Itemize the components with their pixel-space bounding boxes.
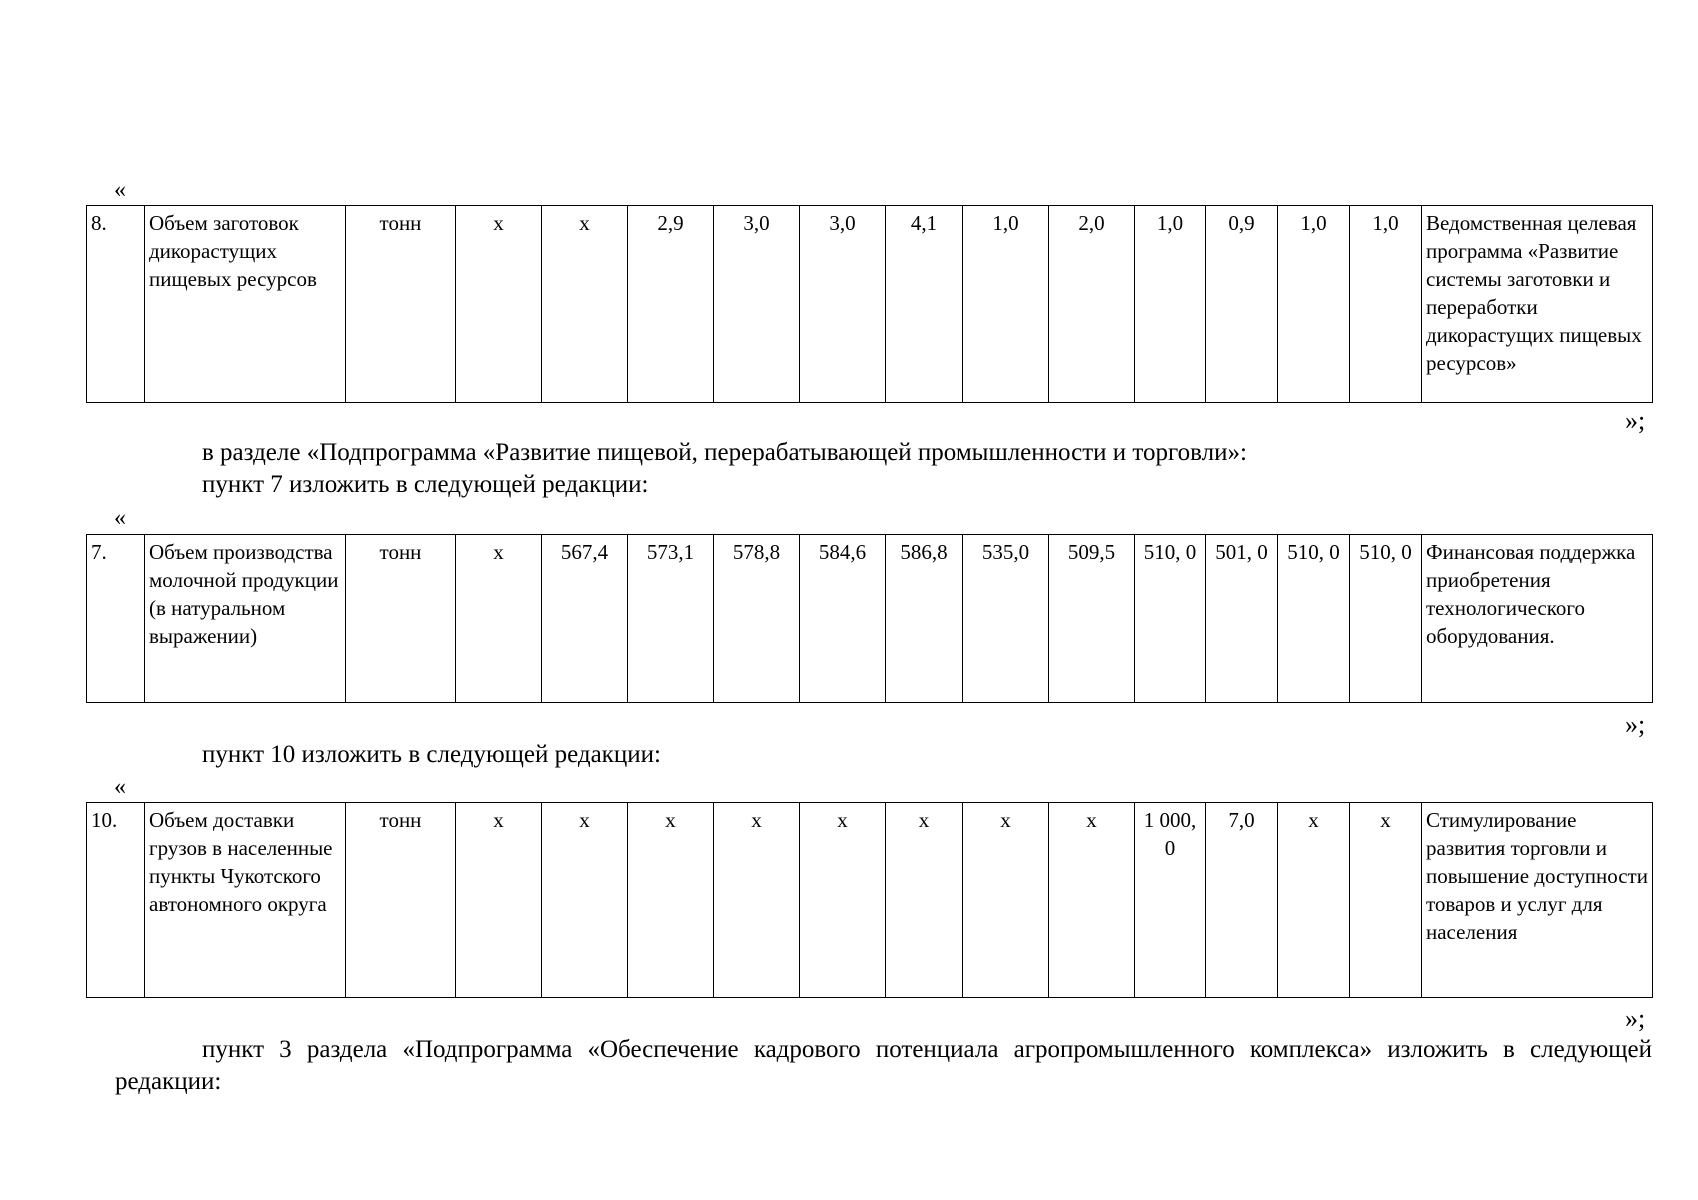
- unit-cell: тонн: [346, 206, 456, 403]
- instruction-paragraph: пункт 10 изложить в следующей редакции:: [202, 741, 661, 768]
- value-cell: 510, 0: [1135, 535, 1206, 703]
- indicator-name: Объем производства молочной продукции (в натуральном выражении): [145, 535, 346, 703]
- closing-quote: »;: [1625, 1004, 1646, 1033]
- value-cell: 3,0: [714, 206, 800, 403]
- value-cell: х: [456, 803, 542, 998]
- value-cell: 510, 0: [1278, 535, 1350, 703]
- value-cell: 1 000, 0: [1135, 803, 1206, 998]
- indicator-name: Объем заготовок дикорастущих пищевых ресурсов: [145, 206, 346, 403]
- value-cell: 501, 0: [1206, 535, 1278, 703]
- value-cell: 578,8: [714, 535, 800, 703]
- value-cell: 584,6: [800, 535, 886, 703]
- value-cell: 586,8: [886, 535, 963, 703]
- indicator-table-item-8: [86, 205, 1653, 403]
- row-number: 8.: [87, 206, 145, 403]
- value-cell: 567,4: [542, 535, 628, 703]
- value-cell: 2,9: [628, 206, 714, 403]
- value-cell: х: [886, 803, 963, 998]
- value-cell: х: [456, 535, 542, 703]
- value-cell: х: [628, 803, 714, 998]
- opening-quote: «: [114, 505, 126, 531]
- value-cell: 1,0: [1135, 206, 1206, 403]
- indicator-table-item-7: [86, 534, 1653, 703]
- value-cell: 0,9: [1206, 206, 1278, 403]
- opening-quote: «: [114, 774, 126, 800]
- program-note: Ведомственная целевая программа «Развитие системы заготовки и переработки дикорастущих пищевых ресурсов»: [1422, 206, 1653, 403]
- section-paragraph: пункт 3 раздела «Подпрограмма «Обеспечение кадрового потенциала агропромышленного комплекса» изложить в следующей редакции:: [115, 1036, 1652, 1095]
- closing-quote: »;: [1625, 406, 1646, 435]
- value-cell: 4,1: [886, 206, 963, 403]
- indicator-table-item-10: [86, 802, 1653, 998]
- value-cell: х: [1049, 803, 1135, 998]
- value-cell: х: [1350, 803, 1422, 998]
- value-cell: х: [456, 206, 542, 403]
- value-cell: 510, 0: [1350, 535, 1422, 703]
- unit-cell: тонн: [346, 803, 456, 998]
- value-cell: 573,1: [628, 535, 714, 703]
- instruction-paragraph: пункт 7 изложить в следующей редакции:: [202, 471, 649, 498]
- value-cell: 1,0: [1350, 206, 1422, 403]
- value-cell: 535,0: [963, 535, 1049, 703]
- value-cell: 3,0: [800, 206, 886, 403]
- table-row: [87, 803, 1653, 998]
- value-cell: х: [800, 803, 886, 998]
- value-cell: х: [1278, 803, 1350, 998]
- program-note: Финансовая поддержка приобретения технологического оборудования.: [1422, 535, 1653, 703]
- opening-quote: «: [114, 177, 126, 203]
- value-cell: х: [714, 803, 800, 998]
- table-row: [87, 535, 1653, 703]
- value-cell: х: [542, 803, 628, 998]
- value-cell: х: [542, 206, 628, 403]
- unit-cell: тонн: [346, 535, 456, 703]
- row-number: 10.: [87, 803, 145, 998]
- program-note: Стимулирование развития торговли и повышение доступности товаров и услуг для населения: [1422, 803, 1653, 998]
- value-cell: 509,5: [1049, 535, 1135, 703]
- table-row: [87, 206, 1653, 403]
- value-cell: 1,0: [963, 206, 1049, 403]
- indicator-name: Объем доставки грузов в населенные пункты Чукотского автономного округа: [145, 803, 346, 998]
- value-cell: 1,0: [1278, 206, 1350, 403]
- row-number: 7.: [87, 535, 145, 703]
- section-paragraph: в разделе «Подпрограмма «Развитие пищевой, перерабатывающей промышленности и торговли»:: [202, 439, 1247, 466]
- value-cell: 2,0: [1049, 206, 1135, 403]
- closing-quote: »;: [1625, 710, 1646, 739]
- value-cell: х: [963, 803, 1049, 998]
- value-cell: 7,0: [1206, 803, 1278, 998]
